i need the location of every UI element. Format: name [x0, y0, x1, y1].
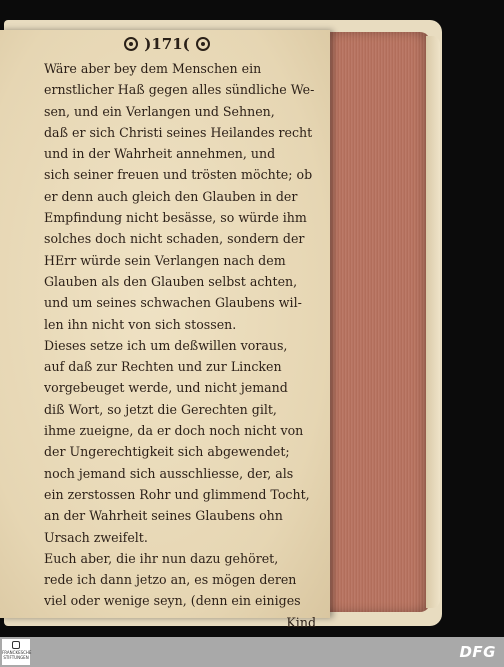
page-header [112, 34, 222, 54]
text-line: daß er sich Christi seines Heilandes recht [44, 124, 313, 140]
right-ornament-icon [196, 37, 210, 51]
text-line: len ihn nicht von sich stossen. [44, 316, 237, 332]
logo-icon [12, 641, 20, 649]
text-line: an der Wahrheit seines Glaubens ohn [44, 508, 283, 524]
page-text [44, 58, 316, 633]
text-line: Euch aber, die ihr nun dazu gehöret, [44, 550, 279, 566]
text-line: Glauben als den Glauben selbst achten, [44, 273, 298, 289]
text-line: viel oder wenige seyn, (denn ein einiges [44, 593, 301, 609]
text-line: diß Wort, so jetzt die Gerechten gilt, [44, 401, 277, 417]
dfg-logo[interactable]: DFG [459, 643, 496, 661]
text-line: HErr würde sein Verlangen nach dem [44, 252, 286, 268]
viewer-footer-bar [0, 637, 504, 667]
page-number: )171( [144, 35, 190, 53]
text-line: ernstlicher Haß gegen alles sündliche We- [44, 82, 315, 98]
text-line: und um seines schwachen Glaubens wil- [44, 295, 302, 311]
page-block-edge [318, 32, 430, 612]
text-line: sen, und ein Verlangen und Sehnen, [44, 103, 275, 119]
text-line: rede ich dann jetzo an, es mögen deren [44, 572, 297, 588]
text-line: vorgebeuget werde, und nicht jemand [44, 380, 288, 396]
text-line: auf daß zur Rechten und zur Lincken [44, 359, 282, 375]
francke-logo[interactable] [2, 639, 30, 665]
text-line: solches doch nicht schaden, sondern der [44, 231, 305, 247]
text-line: Kind [286, 614, 316, 630]
text-line: Ursach zweifelt. [44, 529, 148, 545]
text-line: er denn auch gleich den Glauben in der [44, 188, 298, 204]
text-line: ihme zueigne, da er doch noch nicht von [44, 423, 304, 439]
text-line: Empfindung nicht besässe, so würde ihm [44, 210, 307, 226]
text-line: Wäre aber bey dem Menschen ein [44, 61, 262, 76]
text-line: und in der Wahrheit annehmen, und [44, 146, 276, 162]
text-line: der Ungerechtigkeit sich abgewendet; [44, 444, 290, 460]
logo-text: FRANCKESCHE STIFTUNGEN [2, 650, 32, 660]
text-line: ein zerstossen Rohr und glimmend Tocht, [44, 486, 310, 502]
left-ornament-icon [124, 37, 138, 51]
text-line: sich seiner freuen und trösten möchte; ob [44, 167, 313, 183]
text-line: Dieses setze ich um deßwillen voraus, [44, 337, 288, 353]
text-line: noch jemand sich ausschliesse, der, als [44, 465, 294, 481]
